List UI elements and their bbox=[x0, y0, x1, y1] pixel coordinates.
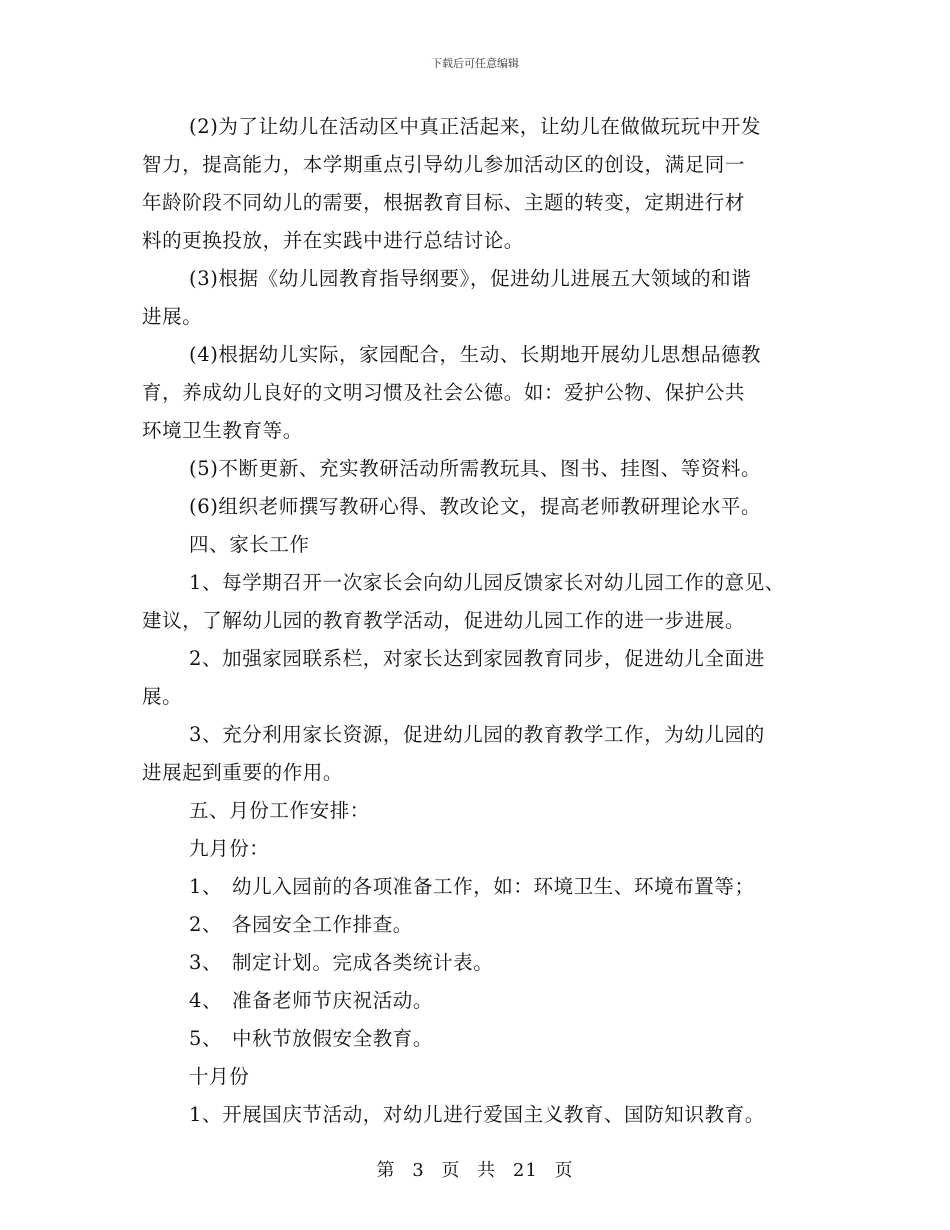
footer-ye: 页 bbox=[554, 1160, 574, 1181]
paragraph-line: 料的更换投放，并在实践中进行总结讨论。 bbox=[142, 229, 524, 252]
paragraph-line: 年龄阶段不同幼儿的需要，根据教育目标、主题的转变，定期进行材 bbox=[142, 191, 746, 214]
paragraph-line: 育，养成幼儿良好的文明习惯及社会公德。如：爱护公物、保护公共 bbox=[142, 381, 746, 404]
list-item-text: 制定计划。完成各类统计表。 bbox=[232, 951, 494, 974]
list-item-number: 3、 bbox=[189, 951, 223, 974]
page-header-note: 下载后可任意编辑 bbox=[431, 57, 519, 70]
paragraph-line: (5)不断更新、充实教研活动所需教玩具、图书、挂图、等资料。 bbox=[189, 457, 762, 480]
list-item bbox=[142, 868, 822, 906]
list-item-number: 2、 bbox=[189, 913, 223, 936]
paragraph-line: 进展。 bbox=[142, 305, 203, 328]
paragraph-line: 1、每学期召开一次家长会向幼儿园反馈家长对幼儿园工作的意见、 bbox=[189, 571, 785, 594]
list-item-number: 4、 bbox=[189, 989, 223, 1012]
paragraph-line: (3)根据《幼儿园教育指导纲要》，促进幼儿进展五大领域的和谐 bbox=[189, 267, 752, 290]
footer-gong: 共 bbox=[477, 1160, 497, 1181]
section-heading: 四、家长工作 bbox=[189, 533, 310, 556]
paragraph-line: 展。 bbox=[142, 685, 183, 708]
list-item-number: 1、 bbox=[189, 875, 223, 898]
paragraph-line: 建议，了解幼儿园的教育教学活动，促进幼儿园工作的进一步进展。 bbox=[142, 609, 746, 632]
footer-di: 第 bbox=[376, 1160, 396, 1181]
paragraph-line: 1、开展国庆节活动，对幼儿进行爱国主义教育、国防知识教育。 bbox=[189, 1103, 765, 1126]
paragraph-line: 环境卫生教育等。 bbox=[142, 419, 303, 442]
list-item-text: 各园安全工作排查。 bbox=[232, 913, 413, 936]
paragraph-line: 智力，提高能力，本学期重点引导幼儿参加活动区的创设，满足同一 bbox=[142, 153, 746, 176]
paragraph-line: 3、充分利用家长资源，促进幼儿园的教育教学工作，为幼儿园的 bbox=[189, 723, 765, 746]
list-item-number: 5、 bbox=[189, 1027, 223, 1050]
document-body bbox=[142, 108, 822, 1134]
paragraph-line: (2)为了让幼儿在活动区中真正活起来，让幼儿在做做玩玩中开发 bbox=[189, 115, 762, 138]
footer-page-number: 3 bbox=[412, 1160, 425, 1181]
list-item-text: 准备老师节庆祝活动。 bbox=[232, 989, 434, 1012]
list-item bbox=[142, 906, 822, 944]
page-footer bbox=[0, 1156, 950, 1182]
month-heading: 十月份 bbox=[189, 1065, 250, 1088]
paragraph-line: (6)组织老师撰写教研心得、教改论文，提高老师教研理论水平。 bbox=[189, 495, 762, 518]
section-heading: 五、月份工作安排： bbox=[189, 799, 370, 822]
list-item bbox=[142, 1020, 822, 1058]
paragraph-line: 2、加强家园联系栏，对家长达到家园教育同步，促进幼儿全面进 bbox=[189, 647, 765, 670]
footer-total-pages: 21 bbox=[512, 1160, 538, 1181]
list-item-text: 幼儿入园前的各项准备工作，如：环境卫生、环境布置等； bbox=[232, 875, 755, 898]
list-item bbox=[142, 944, 822, 982]
list-item-text: 中秋节放假安全教育。 bbox=[232, 1027, 434, 1050]
month-heading: 九月份： bbox=[189, 837, 270, 860]
paragraph-line: 进展起到重要的作用。 bbox=[142, 761, 344, 784]
footer-ye: 页 bbox=[441, 1160, 461, 1181]
paragraph-line: (4)根据幼儿实际，家园配合，生动、长期地开展幼儿思想品德教 bbox=[189, 343, 762, 366]
list-item bbox=[142, 982, 822, 1020]
